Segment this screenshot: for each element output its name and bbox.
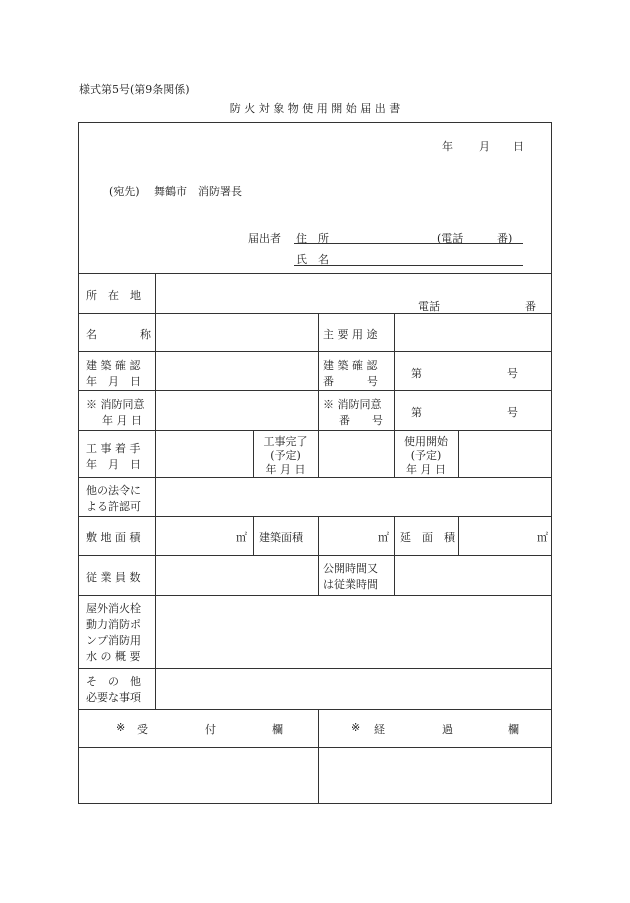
building-area-unit: ㎡ <box>378 531 389 544</box>
col-divider <box>318 313 319 430</box>
progress-c: 欄 <box>508 723 519 736</box>
build-confirm-dai: 第 <box>411 367 422 380</box>
row-divider <box>78 747 552 748</box>
label-col-divider <box>155 273 156 709</box>
open-hours-l1: 公開時間又 <box>323 562 378 575</box>
date-day: 日 <box>513 140 524 153</box>
row-divider <box>78 430 552 431</box>
col-divider <box>394 555 395 595</box>
use-start-l1: 使用開始 <box>404 435 448 448</box>
progress-mark: ※ <box>351 721 361 734</box>
col-divider <box>253 516 254 555</box>
name-label: 氏 名 <box>296 253 329 266</box>
construction-start-l2: 年 月 日 <box>86 458 141 471</box>
page-title: 防 火 対 象 物 使 用 開 始 届 出 書 <box>229 102 401 115</box>
date-month: 月 <box>479 140 490 153</box>
address-underline <box>294 243 523 244</box>
building-area-label: 建築面積 <box>259 531 303 544</box>
row-divider <box>78 477 552 478</box>
phone-label: (電話 <box>437 232 464 245</box>
location-phone-suffix: 番 <box>525 300 536 313</box>
row-divider <box>78 313 552 314</box>
site-area-label: 敷 地 面 積 <box>86 531 141 544</box>
hydrant-l2: 動力消防ポ <box>86 618 141 631</box>
fire-consent-go: 号 <box>507 406 518 419</box>
col-divider <box>458 430 459 477</box>
construction-end-l1: 工事完了 <box>263 435 308 448</box>
date-year: 年 <box>442 140 453 153</box>
name-underline <box>294 265 523 266</box>
col-divider <box>318 516 319 555</box>
construction-end-l3: 年 月 日 <box>265 463 306 476</box>
reception-c: 欄 <box>272 723 283 736</box>
fire-consent-date-l2: 年 月 日 <box>102 414 142 427</box>
addressee-prefix: (宛先) <box>109 185 140 198</box>
build-confirm-no-l2: 番 号 <box>323 375 378 388</box>
build-confirm-date-l2: 年 月 日 <box>86 375 141 388</box>
progress-a: 経 <box>374 723 385 736</box>
open-hours-l2: は従業時間 <box>323 578 378 591</box>
reception-b: 付 <box>205 723 216 736</box>
row-divider <box>78 390 552 391</box>
fire-consent-dai: 第 <box>411 406 422 419</box>
row-divider <box>78 351 552 352</box>
reception-a: 受 <box>137 723 148 736</box>
build-confirm-no-l1: 建 築 確 認 <box>323 359 378 372</box>
col-divider <box>394 313 395 430</box>
fire-consent-no-l1: ※ 消防同意 <box>323 398 382 411</box>
reception-mark: ※ <box>116 721 126 734</box>
floor-area-label: 延 面 積 <box>400 531 455 544</box>
name-label-a: 名 <box>86 328 97 341</box>
row-divider <box>78 516 552 517</box>
col-divider <box>318 555 319 595</box>
row-divider <box>78 709 552 710</box>
location-label: 所 在 地 <box>86 289 141 302</box>
row-divider <box>78 273 552 274</box>
fire-consent-date-l1: ※ 消防同意 <box>86 398 145 411</box>
construction-end-l2: (予定) <box>270 449 301 462</box>
construction-start-l1: 工 事 着 手 <box>86 442 141 455</box>
progress-b: 過 <box>442 723 453 736</box>
hydrant-l3: ンプ消防用 <box>86 634 141 647</box>
row-divider <box>78 668 552 669</box>
col-divider <box>318 430 319 477</box>
other-l2: 必要な事項 <box>86 691 141 704</box>
hydrant-l1: 屋外消火栓 <box>86 602 141 615</box>
use-start-l2: (予定) <box>410 449 442 462</box>
row-divider <box>78 595 552 596</box>
col-divider <box>458 516 459 555</box>
fire-consent-no-l2: 番 号 <box>339 414 383 427</box>
address-label: 住 所 <box>296 232 329 245</box>
floor-area-unit: ㎡ <box>537 531 548 544</box>
col-divider <box>394 516 395 555</box>
name-label-b: 称 <box>140 328 151 341</box>
site-area-unit: ㎡ <box>236 531 247 544</box>
footer-divider <box>318 709 319 804</box>
build-confirm-date-l1: 建 築 確 認 <box>86 359 141 372</box>
hydrant-l4: 水 の 概 要 <box>86 650 141 663</box>
form-number: 様式第5号(第9条関係) <box>79 83 190 96</box>
main-use-label: 主 要 用 途 <box>323 328 378 341</box>
applicant-label: 届出者 <box>248 232 281 245</box>
other-permits-l1: 他の法令に <box>86 484 141 497</box>
row-divider <box>78 555 552 556</box>
build-confirm-go: 号 <box>507 367 518 380</box>
phone-suffix: 番) <box>497 232 513 245</box>
addressee: 舞鶴市 消防署長 <box>154 185 242 198</box>
use-start-l3: 年 月 日 <box>406 463 446 476</box>
employees-label: 従 業 員 数 <box>86 571 141 584</box>
other-permits-l2: よる許認可 <box>86 500 141 513</box>
other-l1: そ の 他 <box>86 675 141 688</box>
location-phone: 電話 <box>418 300 440 313</box>
